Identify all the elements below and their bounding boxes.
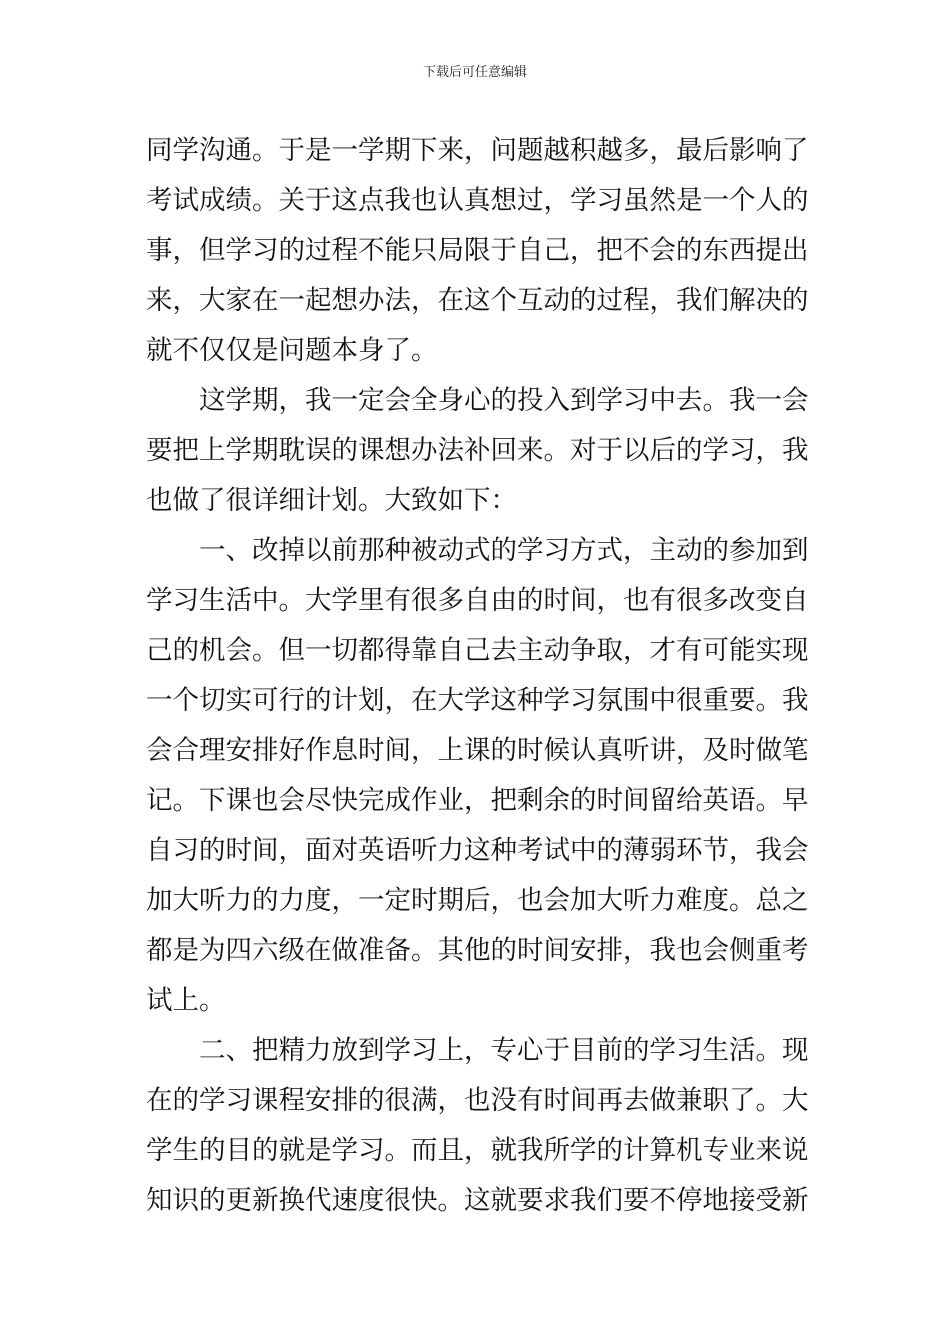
text-line: 就不仅仅是问题本身了。 <box>146 335 438 366</box>
text-line: 二、把精力放到学习上，专心于目前的学习生活。现 <box>199 1035 809 1066</box>
text-line: 自习的时间，面对英语听力这种考试中的薄弱环节，我会 <box>146 835 809 866</box>
text-line: 己的机会。但一切都得靠自己去主动争取，才有可能实现 <box>146 635 809 666</box>
text-line: 也做了很详细计划。大致如下： <box>146 485 517 516</box>
document-body <box>146 126 809 1226</box>
text-line: 学生的目的就是学习。而且，就我所学的计算机专业来说 <box>146 1135 809 1166</box>
text-line: 同学沟通。于是一学期下来，问题越积越多，最后影响了 <box>146 135 809 166</box>
text-line: 考试成绩。关于这点我也认真想过，学习虽然是一个人的 <box>146 185 809 216</box>
text-line: 试上。 <box>146 985 226 1016</box>
text-line: 都是为四六级在做准备。其他的时间安排，我也会侧重考 <box>146 935 809 966</box>
paragraph <box>146 1026 809 1226</box>
text-line: 在的学习课程安排的很满，也没有时间再去做兼职了。大 <box>146 1085 809 1116</box>
text-line: 这学期，我一定会全身心的投入到学习中去。我一会 <box>199 385 809 416</box>
text-line: 加大听力的力度，一定时期后，也会加大听力难度。总之 <box>146 885 809 916</box>
text-line: 一个切实可行的计划，在大学这种学习氛围中很重要。我 <box>146 685 809 716</box>
paragraph <box>146 126 809 376</box>
text-line: 学习生活中。大学里有很多自由的时间，也有很多改变自 <box>146 585 809 616</box>
text-line: 要把上学期耽误的课想办法补回来。对于以后的学习，我 <box>146 435 809 466</box>
text-line: 来，大家在一起想办法，在这个互动的过程，我们解决的 <box>146 285 809 316</box>
page-header: 下载后可任意编辑 <box>422 65 527 80</box>
text-line: 知识的更新换代速度很快。这就要求我们要不停地接受新 <box>146 1185 809 1216</box>
paragraph <box>146 376 809 526</box>
text-line: 一、改掉以前那种被动式的学习方式，主动的参加到 <box>199 535 809 566</box>
text-line: 记。下课也会尽快完成作业，把剩余的时间留给英语。早 <box>146 785 809 816</box>
paragraph <box>146 526 809 1026</box>
text-line: 会合理安排好作息时间，上课的时候认真听讲，及时做笔 <box>146 735 809 766</box>
text-line: 事，但学习的过程不能只局限于自己，把不会的东西提出 <box>146 235 809 266</box>
